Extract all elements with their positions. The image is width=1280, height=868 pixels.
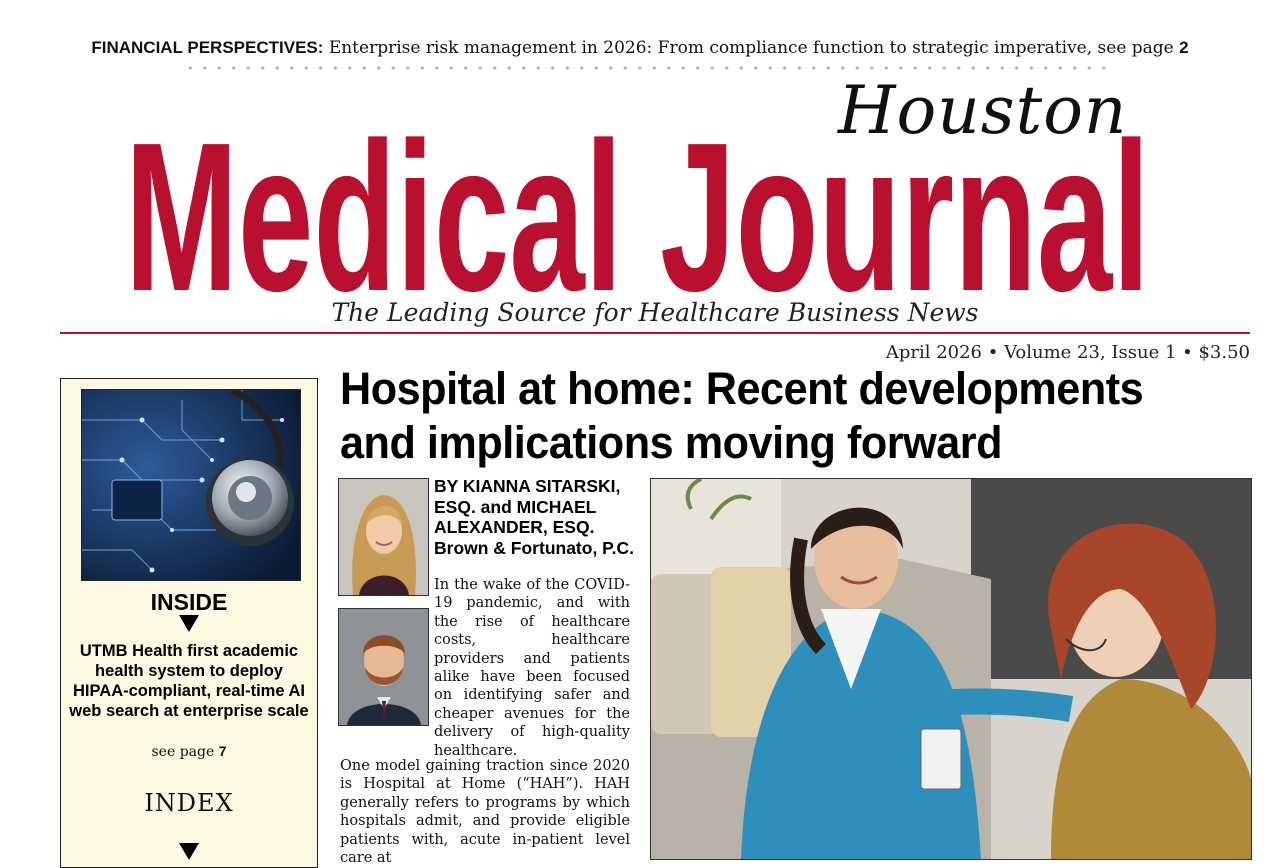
author-photo-michael — [338, 608, 429, 726]
issue-info: April 2026 • Volume 23, Issue 1 • $3.50 — [885, 342, 1250, 363]
down-arrow-icon — [179, 843, 199, 860]
article-headline[interactable]: Hospital at home: Recent developments and implications moving forward — [340, 363, 1144, 468]
index-label: INDEX — [144, 789, 234, 817]
see-page-number: 7 — [218, 743, 227, 759]
dotted-divider — [183, 66, 1113, 70]
teaser-page-number: 2 — [1179, 38, 1189, 57]
article-paragraph-1: In the wake of the COVID-19 pandemic, and with the rise of healthcare costs, healthcare providers and patients alike have been focused on identifying safer and cheaper avenues for the delivery of high-quality healthcare. — [434, 577, 630, 759]
top-teaser[interactable] — [0, 38, 1280, 58]
down-arrow-icon — [179, 615, 199, 632]
stethoscope-circuit-image — [81, 389, 301, 581]
teaser-text: Enterprise risk management in 2026: From compliance function to strategic imperative, see page — [323, 38, 1180, 58]
nurse-patient-photo — [650, 478, 1252, 860]
see-page-reference[interactable] — [61, 743, 317, 760]
article-byline: BY KIANNA SITARSKI, ESQ. and MICHAEL ALEXANDER, ESQ. Brown & Fortunato, P.C. — [434, 476, 634, 558]
see-page-text: see page — [151, 744, 219, 760]
teaser-kicker: FINANCIAL PERSPECTIVES: — [91, 38, 324, 57]
author-photo-kianna — [338, 478, 429, 596]
inside-sidebar — [60, 378, 318, 868]
inside-label: INSIDE — [150, 589, 228, 615]
masthead-rule — [60, 332, 1250, 334]
inside-story-link[interactable]: UTMB Health first academic health system to deploy HIPAA-compliant, real-time AI web search at enterprise scale — [69, 642, 309, 720]
masthead-title-text: Medical Journal — [125, 100, 1150, 300]
masthead-tagline: The Leading Source for Healthcare Business News — [331, 298, 979, 327]
masthead-city: Houston — [838, 72, 1128, 149]
article-paragraph-2: One model gaining traction since 2020 is Hospital at Home (“HAH”). HAH generally refers to programs by which hospitals admit, and provide eligible patients with, acute in-patient level care at — [340, 758, 630, 867]
